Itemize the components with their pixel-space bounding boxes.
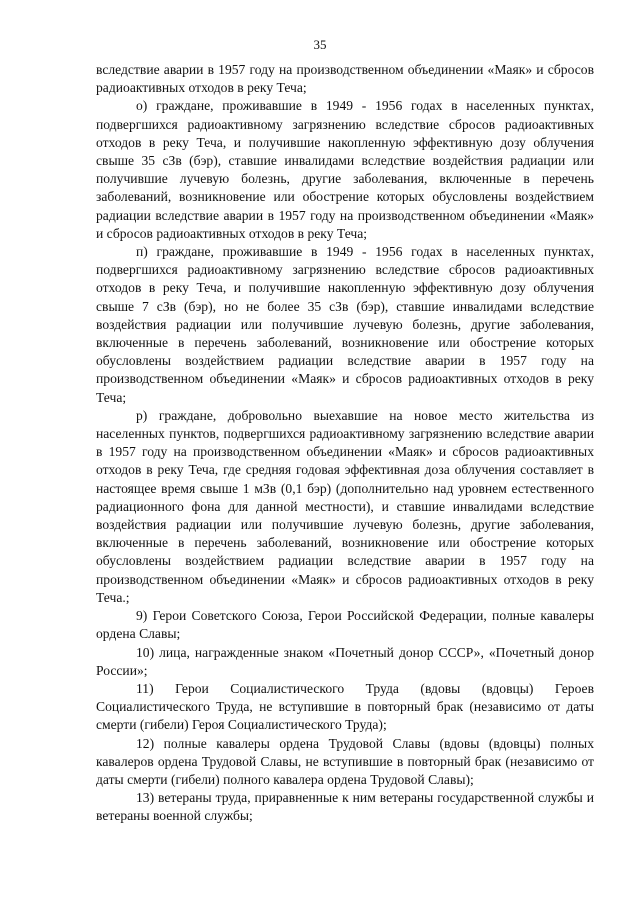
document-body	[96, 61, 594, 826]
paragraph-item-9: 9) Герои Советского Союза, Герои Российской Федерации, полные кавалеры ордена Славы;	[96, 608, 594, 642]
paragraph-continuation: вследствие аварии в 1957 году на производственном объединении «Маяк» и сбросов радиоактивных отходов в реку Теча;	[96, 62, 594, 96]
paragraph-item-11: 11) Герои Социалистического Труда (вдовы (вдовцы) Героев Социалистического Труда, не вступившие в повторный брак (независимо от даты смерти (гибели) Героя Социалистического Труда);	[96, 680, 594, 733]
paragraph-item-12: 12) полные кавалеры ордена Трудовой Славы (вдовы (вдовцы) полных кавалеров ордена Трудовой Славы, не вступившие в повторный брак (независимо от даты смерти (гибели) полного кавалера ордена Трудовой Славы);	[96, 735, 594, 787]
paragraph-item-13: 13) ветераны труда, приравненные к ним ветераны государственной службы и ветераны военной службы;	[96, 790, 594, 824]
paragraph-item-r: р) граждане, добровольно выехавшие на новое место жительства из населенных пунктов, подвергшихся радиоактивному загрязнению вследствие аварии в 1957 году на производственном объединении «Маяк» и сбросов радиоактивных отходов в реку Теча, где средняя годовая эффективная доза облучения составляет в настоящее время свыше 1 мЗв (0,1 бэр) (дополнительно над уровнем естественного радиационного фона для данной местности), и ставшие инвалидами вследствие воздействия радиации или получившие лучевую болезнь, другие заболевания, включенные в перечень заболеваний, возникновение или обострение которых обусловлены воздействием радиации вследствие аварии в 1957 году на производственном объединении «Маяк» и сбросов радиоактивных отходов в реку Теча.;	[96, 407, 594, 605]
paragraph-item-o: о) граждане, проживавшие в 1949 - 1956 годах в населенных пунктах, подвергшихся радиоактивному загрязнению вследствие сбросов радиоактивных отходов в реку Теча, и получившие накопленную эффективную дозу облучения свыше 35 сЗв (бэр), ставшие инвалидами вследствие воздействия радиации или получившие лучевую болезнь, другие заболевания, включенные в перечень заболеваний, возникновение или обострение которых обусловлены воздействием радиации вследствие аварии в 1957 году на производственном объединении «Маяк» и сбросов радиоактивных отходов в реку Теча;	[96, 98, 594, 241]
paragraph-item-p: п) граждане, проживавшие в 1949 - 1956 годах в населенных пунктах, подвергшихся радиоактивному загрязнению вследствие сбросов радиоактивных отходов в реку Теча, и получившие накопленную эффективную дозу облучения свыше 7 сЗв (бэр), но не более 35 сЗв (бэр), ставшие инвалидами вследствие воздействия радиации или получившие лучевую болезнь, другие заболевания, включенные в перечень заболеваний, возникновение или обострение которых обусловлены воздействием радиации вследствие аварии в 1957 году на производственном объединении «Маяк» и сбросов радиоактивных отходов в реку Теча;	[96, 244, 594, 405]
paragraph-item-10: 10) лица, награжденные знаком «Почетный донор СССР», «Почетный донор России»;	[96, 644, 594, 678]
page-number: 35	[313, 37, 327, 52]
